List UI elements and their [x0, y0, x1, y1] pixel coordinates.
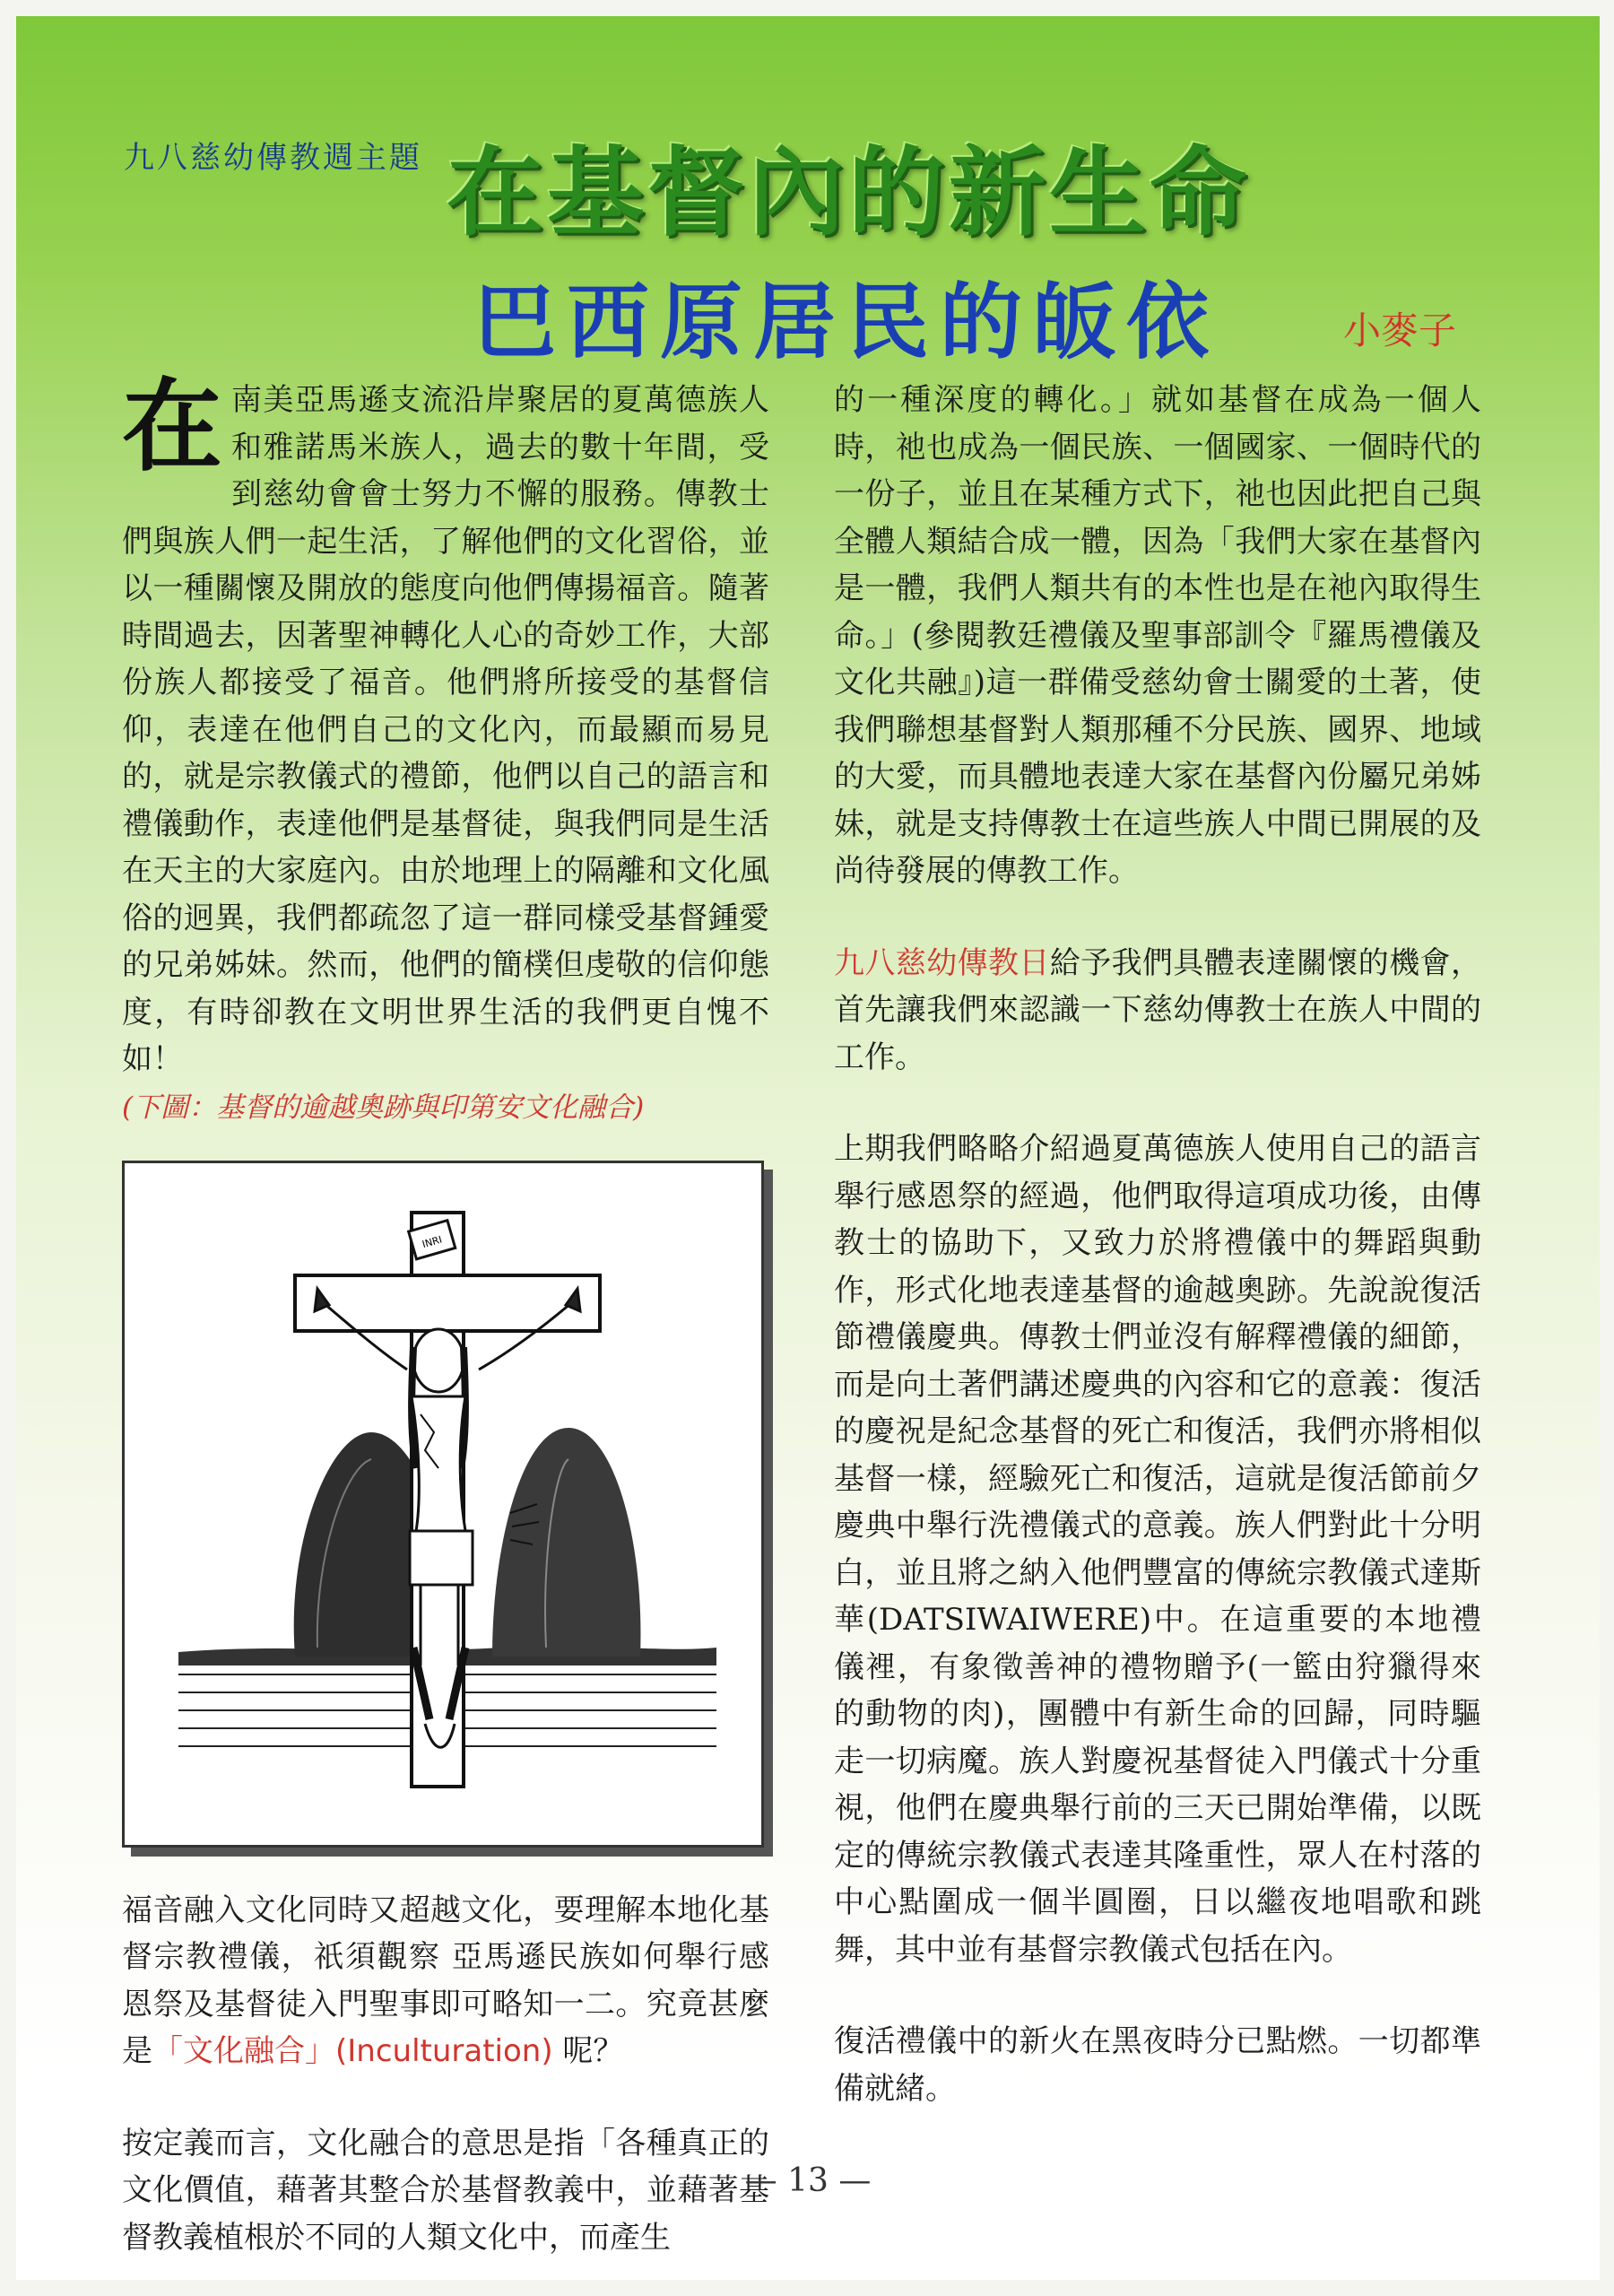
author-name: 小麥子: [1343, 309, 1457, 352]
theme-heading: 在基督內的新生命: [447, 137, 1251, 249]
inculturation-term: 「文化融合」(Inculturation): [152, 2033, 553, 2069]
definition-paragraph: 按定義而言，文化融合的意思是指「各種真正的文化價值，藉著其整合於基督教義中，並藉著基督教義植根於不同的人類文化中，而產生: [122, 2125, 769, 2256]
plaque-text: INRI: [421, 1232, 444, 1250]
mission-day-highlight: 九八慈幼傳教日: [834, 944, 1050, 981]
mission-day-paragraph: [834, 940, 1481, 1082]
page: [16, 16, 1600, 2280]
crucifix-drawing: [125, 1163, 761, 1845]
series-label: 九八慈幼傳教週主題: [124, 140, 422, 176]
new-fire-paragraph: 復活禮儀中的新火在黑夜時分已點燃。一切都準備就緒。: [834, 2023, 1481, 2107]
page-number: — 13 —: [744, 2162, 872, 2199]
drop-cap: 在: [122, 368, 222, 485]
article-title: 巴西原居民的皈依: [473, 274, 1220, 370]
cross-horizontal: [295, 1275, 600, 1331]
figure-caption: (下圖：基督的逾越奧跡與印第安文化融合): [122, 1091, 645, 1124]
crucifix-illustration: [122, 1161, 764, 1848]
inculturation-text: 福音融入文化同時又超越文化，要理解本地化基督宗教禮儀，祇須觀察 亞馬遜民族如何舉行感恩祭及基督徒入門聖事即可略知一二。究竟甚麼是: [122, 1892, 769, 2069]
left-column: [122, 368, 769, 2261]
mission-day-text: 給予我們具體表達關懷的機會，首先讓我們來認識一下慈幼傳教士在族人中間的工作。: [834, 944, 1482, 1075]
inculturation-paragraph: [122, 1887, 769, 2075]
continuation-paragraph: 的一種深度的轉化。」就如基督在成為一個人時，祂也成為一個民族、一個國家、一個時代的一份子，並且在某種方式下，祂也因此把自己與全體人類結合成一體，因為「我們大家在基督內是一體，我們人類共有的本性也是在祂內取得生命。」(參閱教廷禮儀及聖事部訓令『羅馬禮儀及文化共融』)這一群備受慈幼會士關愛的土著，使我們聯想基督對人類那種不分民族、國界、地域的大愛，而具體地表達大家在基督內份屬兄弟姊妹，就是支持傳教士在這些族人中間已開展的及尚待發展的傳教工作。: [834, 382, 1481, 889]
right-column: [834, 377, 1481, 2112]
intro-paragraph: [122, 368, 769, 1083]
easter-paragraph: 上期我們略略介紹過夏萬德族人使用自己的語言舉行感恩祭的經過，他們取得這項成功後，由傳教士的協助下，又致力於將禮儀中的舞蹈與動作，形式化地表達基督的逾越奧跡。先說說復活節禮儀慶典。傳教士們並沒有解釋禮儀的細節，而是向土著們講述慶典的內容和它的意義：復活的慶祝是紀念基督的死亡和復活，我們亦將相似基督一樣，經驗死亡和復活，這就是復活節前夕慶典中舉行洗禮儀式的意義。族人們對此十分明白，並且將之納入他們豐富的傳統宗教儀式達斯華(DATSIWAIWERE)中。在這重要的本地禮儀裡，有象徵善神的禮物贈予(一籃由狩獵得來的動物的肉)，團體中有新生命的回歸，同時驅走一切病魔。族人對慶祝基督徒入門儀式十分重視，他們在慶典舉行前的三天已開始準備，以既定的傳統宗教儀式表達其隆重性，眾人在村落的中心點圍成一個半圓圈，日以繼夜地唱歌和跳舞，其中並有基督宗教儀式包括在內。: [834, 1131, 1481, 1968]
intro-text: 南美亞馬遜支流沿岸聚居的夏萬德族人和雅諾馬米族人，過去的數十年間，受到慈幼會會士努力不懈的服務。傳教士們與族人們一起生活，了解他們的文化習俗，並以一種關懷及開放的態度向他們傳揚福音。隨著時間過去，因著聖神轉化人心的奇妙工作，大部份族人都接受了福音。他們將所接受的基督信仰，表達在他們自己的文化內，而最顯而易見的，就是宗教儀式的禮節，他們以自己的語言和禮儀動作，表達他們是基督徒，與我們同是生活在天主的大家庭內。由於地理上的隔離和文化風俗的迥異，我們都疏忽了這一群同樣受基督鍾愛的兄弟姊妹。然而，他們的簡樸但虔敬的信仰態度，有時卻教在文明世界生活的我們更自愧不如！: [122, 382, 769, 1077]
inculturation-end: 呢？: [552, 2033, 624, 2069]
